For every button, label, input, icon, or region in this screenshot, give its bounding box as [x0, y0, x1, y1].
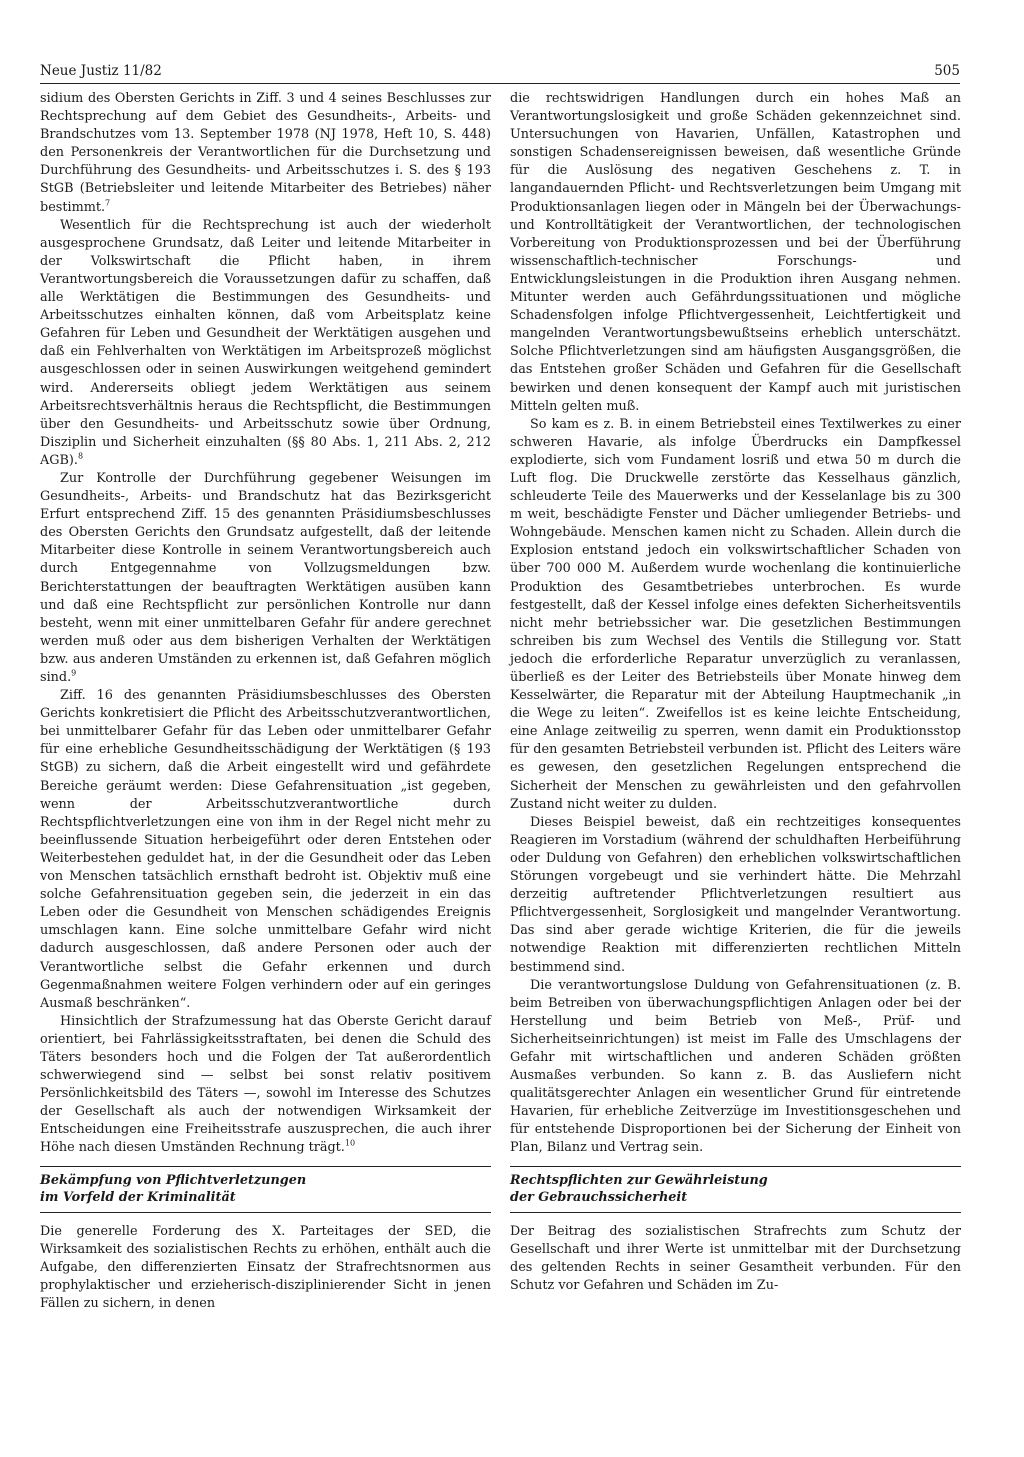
footnote-ref: 7: [105, 198, 111, 208]
paragraph: Ziff. 16 des genannten Präsidiumsbeschlusses des Obersten Gerichts konkretisiert die Pflicht des Arbeitsschutzverantwortlichen, bei unmittelbarer Gefahr für das Leben oder unmittelbarer Gefahr für eine erhebliche Gesundheitsschädigung der Werktätigen (§ 193 StGB) zu sichern, daß die Arbeit eingestellt wird und gefährdete Bereiche geräumt werden: Diese Gefahrensituation „ist gegeben, wenn der Arbeitsschutzverantwortliche durch Rechtspflichtverletzungen eine von ihm in der Regel nicht mehr zu beeinflussende Situation herbeigeführt oder deren Entstehen oder Weiterbestehen geduldet hat, in der die Gesundheit oder das Leben von Menschen tatsächlich ernsthaft bedroht ist. Objektiv muß eine solche Gefahrensituation gegeben sein, die jederzeit in ein das Leben oder die Gesundheit von Menschen schädigendes Ereignis umschlagen kann. Eine solche unmittelbare Gefahr wird nicht dadurch ausgeschlossen, daß andere Personen oder auch der Verantwortliche selbst die Gefahr erkennen und durch Gegenmaßnahmen weitere Folgen verhindern oder auf ein geringes Ausmaß beschränken“.: [40, 688, 491, 1011]
paragraph: Hinsichtlich der Strafzumessung hat das Oberste Gericht darauf orientiert, bei Fahrlässigkeitsstraftaten, bei denen die Schuld des Täters besonders hoch und die Folgen der Tat außerordentlich schwerwiegend sind — selbst bei sonst relativ positivem Persönlichkeitsbild des Täters —, sowohl im Interesse des Schutzes der Gesellschaft als auch der notwendigen Wirksamkeit der Entscheidungen eine Freiheitsstrafe auszusprechen, die auch ihrer Höhe nach diesen Umständen Rechnung trägt.$^{10}$: [40, 1013, 491, 1156]
paragraph: Der Beitrag des sozialistischen Strafrechts zum Schutz der Gesellschaft und ihrer Werte ist unmittelbar mit der Durchsetzung des geltenden Rechts in seiner Gesamtheit verbunden. Für den Schutz vor Gefahren und Schäden im Zu-: [510, 1223, 961, 1293]
paragraph: die rechtswidrigen Handlungen durch ein hohes Maß an Verantwortungslosigkeit und große Schäden gekennzeichnet sind. Untersuchungen von Havarien, Unfällen, Katastrophen und sonstigen Schadensereignissen beweisen, daß wesentliche Gründe für die Auslösung des negativen Geschehens z. T. in langandauernden Pflicht- und Rechtsverletzungen beim Umgang mit Produktionsanlagen liegen oder in Mängeln bei der Überwachungs- und Kontrolltätigkeit der Verantwortlichen, der technologischen Vorbereitung von Produktionsprozessen und bei der Überführung wissenschaftlich-technischer Forschungs- und Entwicklungsleistungen in die Produktion ihren Ausgang nehmen. Mitunter werden auch Gefährdungssituationen und mögliche Schadensfolgen infolge Pflichtvergessenheit, Leichtfertigkeit und mangelnden Verantwortungsbewußtseins erheblich unterschätzt. Solche Pflichtverletzungen sind am häufigsten Ausgangsgrößen, die das Entstehen großer Schäden und Gefahren für die Gesellschaft bewirken und denen konsequent der Kampf auch mit juristischen Mitteln gelten muß.: [510, 91, 961, 414]
section-heading-line: im Vorfeld der Kriminalität: [40, 1189, 236, 1205]
footnote-ref: 8: [77, 451, 84, 461]
section-heading-line: Rechtspflichten zur Gewährleistung: [510, 1172, 768, 1188]
left-column: [40, 90, 491, 1313]
paragraph: Wesentlich für die Rechtsprechung ist auch der wiederholt ausgesprochene Grundsatz, daß Leiter und leitende Mitarbeiter in der Volkswirtschaft die Pflicht haben, in ihrem Verantwortungsbereich die Voraussetzungen dafür zu schaffen, daß alle Werktätigen die Bestimmungen des Gesundheits- und Arbeitsschutzes einhalten können, daß vom Arbeitsplatz keine Gefahren für Leben und Gesundheit der Werktätigen ausgehen und daß ein Fehlverhalten von Werktätigen im Arbeitsprozeß möglichst ausgeschlossen oder in seinen Auswirkungen weitgehend gemindert wird. Andererseits obliegt jedem Werktätigen aus seinem Arbeitsrechtsverhältnis heraus die Rechtspflicht, die Bestimmungen über den Gesundheits- und Arbeitsschutz sowie über Ordnung, Disziplin und Sicherheit einzuhalten (§§ 80 Abs. 1, 211 Abs. 2, 212 AGB).$^8$: [40, 217, 491, 468]
section-heading: [510, 1166, 961, 1213]
right-column: [510, 90, 961, 1295]
paragraph: Dieses Beispiel beweist, daß ein rechtzeitiges konsequentes Reagieren im Vorstadium (während der schuldhaften Herbeiführung oder Duldung von Gefahren) den erheblichen volkswirtschaftlichen Störungen vorgebeugt und sie verhindert hätte. Die Mehrzahl derzeitig auftretender Pflichtverletzungen resultiert aus Pflichtvergessenheit, Sorglosigkeit und mangelnder Verantwortung. Das sind aber gerade wichtige Kriterien, die für die jeweils notwendige Reaktion mit differenzierten rechtlichen Mitteln bestimmend sind.: [510, 814, 961, 975]
section-heading: [40, 1166, 491, 1213]
section-heading-line: der Gebrauchssicherheit: [510, 1189, 688, 1205]
running-header: [40, 62, 960, 84]
paragraph: sidium des Obersten Gerichts in Ziff. 3 und 4 seines Beschlusses zur Rechtsprechung auf dem Gebiet des Gesundheits-, Arbeits- und Brandschutzes vom 13. September 1978 (NJ 1978, Heft 10, S. 448) den Personenkreis der Verantwortlichen für die Durchsetzung und Durchführung des Gesundheits- und Arbeitsschutzes i. S. des § 193 StGB (Betriebsleiter und leitende Mitarbeiter des Betriebes) näher bestimmt.$^7$: [40, 91, 491, 215]
paragraph: Die generelle Forderung des X. Parteitages der SED, die Wirksamkeit des sozialistischen Rechts zu erhöhen, enthält auch die Aufgabe, den differenzierten Einsatz der Strafrechtsnormen aus prophylaktischer und erzieherisch-disziplinierender Sicht in jenen Fällen zu sichern, in denen: [40, 1223, 491, 1311]
paragraph: Die verantwortungslose Duldung von Gefahrensituationen (z. B. beim Betreiben von überwachungspflichtigen Anlagen oder bei der Herstellung und beim Betrieb von Meß-, Prüf- und Sicherheitseinrichtungen) ist meist im Falle des Umschlagens der Gefahr mit wirtschaftlichen und anderen Schäden größten Ausmaßes verbunden. So kann z. B. das Ausliefern nicht qualitätsgerechter Anlagen ein wesentlicher Grund für eintretende Havarien, für erhebliche Zeitverzüge im Investitionsgeschehen und für entstehende Disproportionen bei der Sicherung der Einheit von Plan, Bilanz und Vertrag sein.: [510, 977, 961, 1156]
section-heading-line: Bekämpfung von Pflichtverletzungen: [40, 1172, 307, 1188]
journal-title: Neue Justiz 11/82: [40, 63, 162, 79]
footnote-ref: 10: [344, 1139, 356, 1149]
paragraph: Zur Kontrolle der Durchführung gegebener Weisungen im Gesundheits-, Arbeits- und Brandschutz hat das Bezirksgericht Erfurt entsprechend Ziff. 15 des genannten Präsidiumsbeschlusses des Obersten Gerichts den Grundsatz aufgestellt, daß der leitende Mitarbeiter diese Kontrolle in seinem Verantwortungsbereich auch durch Entgegennahme von Vollzugsmeldungen bzw. Berichterstattungen der beauftragten Werktätigen ausüben kann und daß eine Rechtspflicht zur persönlichen Kontrolle nur dann besteht, wenn mit einer unmittelbaren Gefahr für andere gerechnet werden muß oder aus dem bisherigen Verhalten der Werktätigen bzw. aus anderen Umständen zu erkennen ist, daß Gefahren möglich sind.$^9$: [40, 470, 491, 685]
footnote-ref: 9: [71, 668, 77, 678]
page-number: 505: [934, 63, 960, 79]
paragraph: So kam es z. B. in einem Betriebsteil eines Textilwerkes zu einer schweren Havarie, als infolge Überdrucks ein Dampfkessel explodierte, sich vom Fundament losriß und etwa 50 m durch die Luft flog. Die Druckwelle zerstörte das Kesselhaus gänzlich, schleuderte Teile des Mauerwerks und der Kesselanlage bis zu 300 m weit, beschädigte Fenster und Dächer umliegender Betriebs- und Wohngebäude. Menschen kamen nicht zu Schaden. Allein durch die Explosion entstand jedoch ein volkswirtschaftlicher Schaden von über 700 000 M. Außerdem wurde wochenlang die kontinuierliche Produktion des Gesamtbetriebes unterbrochen. Es wurde festgestellt, daß der Kessel infolge eines defekten Sicherheitsventils nicht mehr betriebssicher war. Die gesetzlichen Bestimmungen schreiben bis zum Wechsel des Ventils die Stillegung vor. Statt jedoch die erforderliche Reparatur unverzüglich zu veranlassen, überließ es der Leiter des Betriebsteils über Monate hinweg dem Kesselwärter, die Reparatur mit der Abteilung Hauptmechanik „in die Wege zu leiten“. Zweifellos ist es keine leichte Entscheidung, eine Anlage zeitweilig zu sperren, wenn damit ein Produktionsstop für den gesamten Betriebsteil verbunden ist. Pflicht des Leiters wäre es gewesen, den gesetzlichen Regelungen entsprechend die Sicherheit der Menschen zu gewährleisten und den gefahrvollen Zustand nicht weiter zu dulden.: [510, 416, 961, 812]
